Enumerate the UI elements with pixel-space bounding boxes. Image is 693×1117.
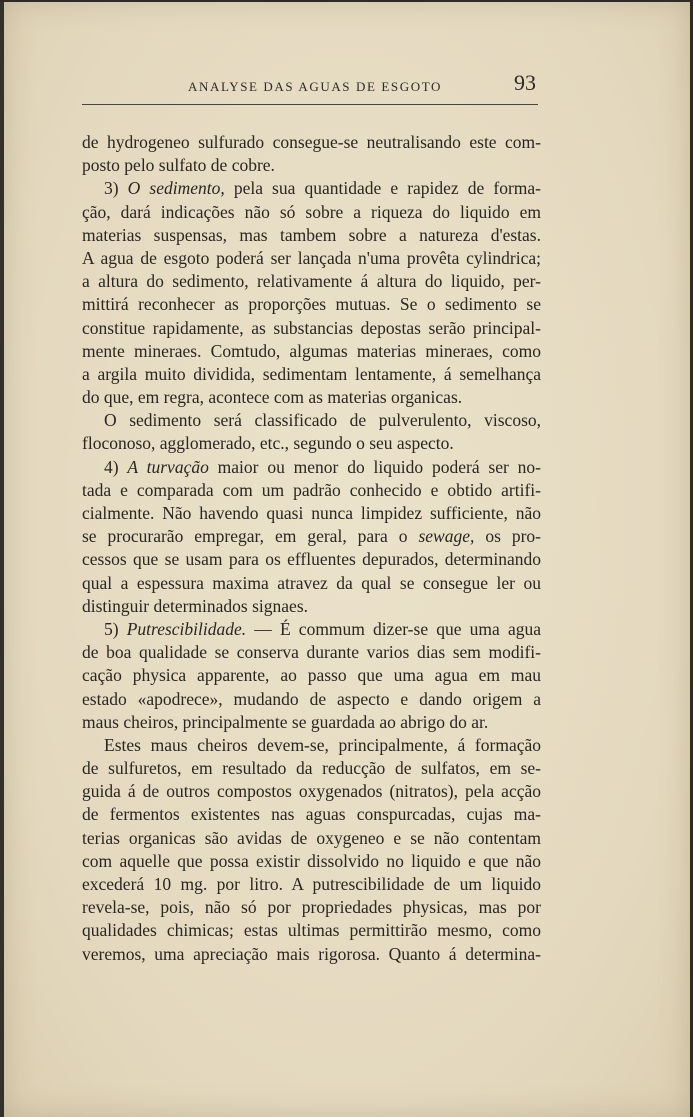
text-line: excederá 10 mg. por litro. A putrescibilidade de um liquido xyxy=(82,874,541,894)
text-run: 3) xyxy=(104,178,128,199)
text-line: materias suspensas, mas tambem sobre a natureza d'estas. xyxy=(82,224,541,245)
body-text xyxy=(82,131,541,966)
text-line: constitue rapidamente, as substancias depostas serão principal- xyxy=(82,317,541,338)
text-line: terias organicas são avidas de oxygeneo e se não contentam xyxy=(82,827,541,848)
page-number: 93 xyxy=(514,70,536,95)
text-line xyxy=(82,525,541,548)
book-page xyxy=(4,0,690,1117)
text-line: do que, em regra, acontece com as materias organicas. xyxy=(82,387,463,408)
text-line: revela-se, pois, não só por propriedades physicas, mas por xyxy=(82,897,541,918)
page-header xyxy=(82,70,538,102)
text-run: 5) xyxy=(104,618,127,639)
text-line: floconoso, agglomerado, etc., segundo o seu aspecto. xyxy=(82,433,454,454)
text-line: guida á de outros compostos oxygenados (nitratos), pela acção xyxy=(82,781,541,802)
text-line xyxy=(82,456,541,479)
italic-term: O sedimento, xyxy=(127,178,225,199)
text-line: mittirá reconhecer as proporções mutuas. Se o sedimento se xyxy=(82,294,541,315)
text-line: de hydrogeneo sulfurado consegue-se neutralisando este com- xyxy=(82,132,541,152)
text-line: posto pelo sulfato de cobre. xyxy=(82,155,275,176)
text-line: Estes maus cheiros devem-se, principalmente, á formação xyxy=(104,734,541,755)
text-line: de fermentos existentes nas aguas conspurcadas, cujas ma- xyxy=(82,804,541,825)
text-line: ção, dará indicações não só sobre a riqueza do liquido em xyxy=(82,201,541,222)
text-run: se procurarão empregar, em geral, para o xyxy=(82,526,419,547)
text-line: cialmente. Não havendo quasi nunca limpidez sufficiente, não xyxy=(82,503,541,523)
text-line: a altura do sedimento, relativamente á altura do liquido, per- xyxy=(82,271,541,292)
text-run: os pro- xyxy=(474,526,541,547)
text-line: A agua de esgoto poderá ser lançada n'uma provêta cylindrica; xyxy=(82,247,541,268)
text-line: de sulfuretos, em resultado da reducção de sulfatos, em se- xyxy=(82,758,541,779)
text-line: tada e comparada com um padrão conhecido e obtido artifi- xyxy=(82,479,541,500)
text-line: veremos, uma apreciação mais rigorosa. Quanto á determina- xyxy=(82,943,541,964)
text-run: pela sua quantidade e rapidez de forma- xyxy=(224,178,541,199)
text-line: maus cheiros, principalmente se guardada ao abrigo do ar. xyxy=(82,711,489,732)
text-line: O sedimento será classificado de pulverulento, viscoso, xyxy=(104,410,541,431)
text-line: estado «apodrece», mudando de aspecto e dando origem a xyxy=(82,688,541,709)
running-head: ANALYSE DAS AGUAS DE ESGOTO xyxy=(188,79,443,94)
left-page-edge xyxy=(0,0,4,1117)
text-line: a argila muito dividida, sedimentam lentamente, á semelhança xyxy=(82,363,541,384)
top-page-edge xyxy=(0,0,693,2)
text-run: — É commum dizer-se que uma agua xyxy=(246,618,541,639)
text-line: de boa qualidade se conserva durante varios dias sem modifi- xyxy=(82,642,541,663)
text-line: cessos que se usam para os effluentes depurados, determinando xyxy=(82,549,541,570)
text-line: qual a espessura maxima atravez da qual se consegue ler ou xyxy=(82,572,541,593)
text-line: mente mineraes. Comtudo, algumas materias mineraes, como xyxy=(82,340,541,361)
text-line: cação physica apparente, ao passo que uma agua em mau xyxy=(82,665,541,686)
text-run: 4) xyxy=(104,456,128,477)
text-run: maior ou menor do liquido poderá ser no- xyxy=(208,456,541,477)
text-line: com aquelle que possa existir dissolvido no liquido e que não xyxy=(82,850,541,871)
header-rule xyxy=(82,104,538,105)
text-line: qualidades chimicas; estas ultimas permittirão mesmo, como xyxy=(82,920,541,941)
italic-term: sewage, xyxy=(418,526,475,547)
text-line xyxy=(82,177,541,200)
text-line xyxy=(82,618,541,641)
italic-term: A turvação xyxy=(127,456,209,477)
text-line: distinguir determinados signaes. xyxy=(82,595,309,616)
italic-term: Putrescibilidade. xyxy=(126,618,247,639)
